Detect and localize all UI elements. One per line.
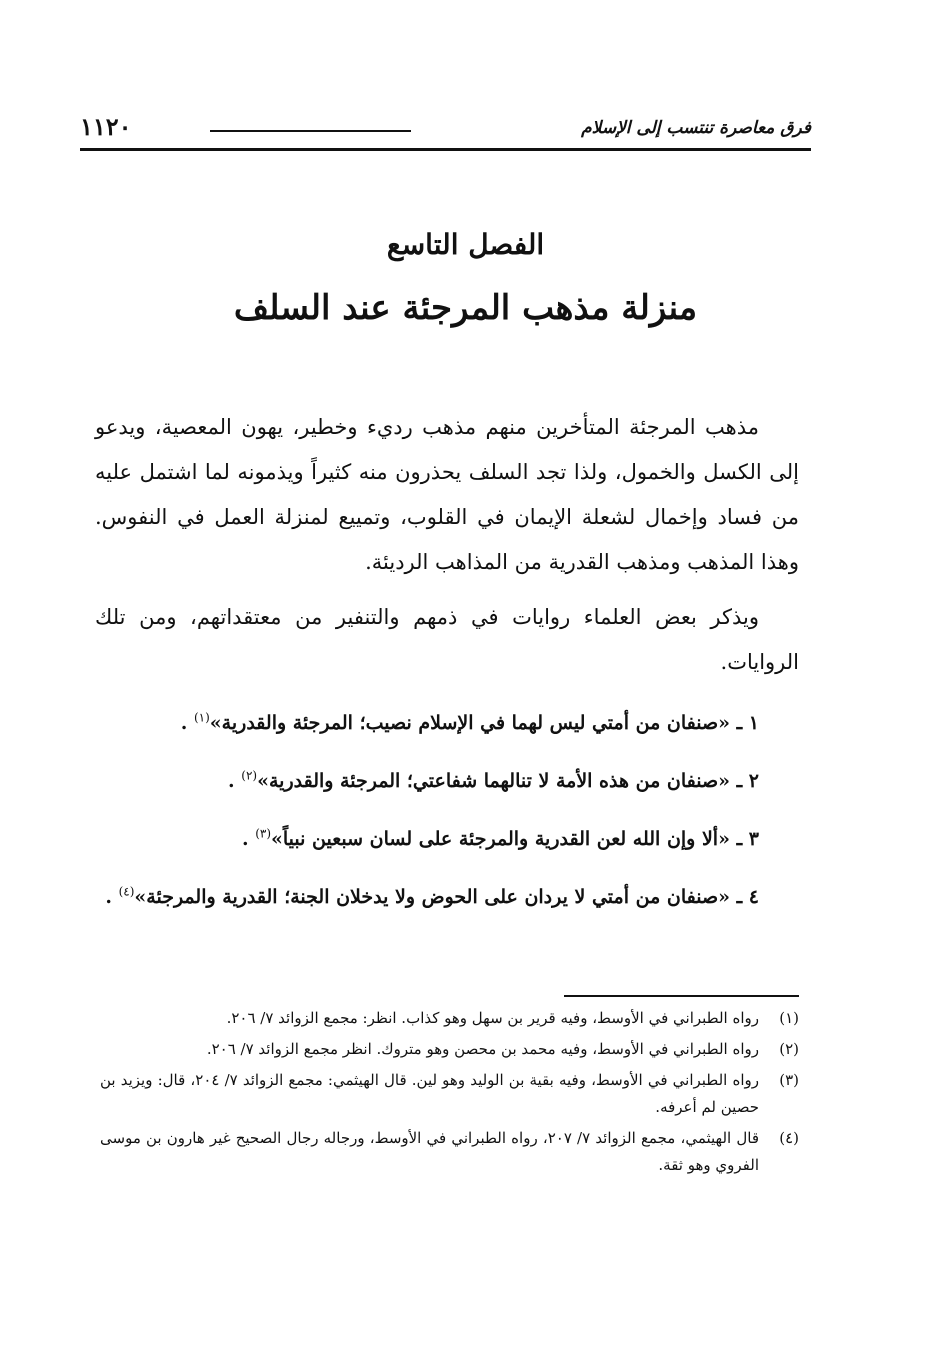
hadith-end: . xyxy=(105,886,119,908)
body-text xyxy=(95,405,799,695)
hadith-text: «صنفان من أمتي لا يردان على الحوض ولا يدخلان الجنة؛ القدرية والمرجئة» xyxy=(134,886,730,908)
footnote xyxy=(100,1005,799,1032)
header-rule xyxy=(80,148,811,151)
hadith-item xyxy=(95,816,799,862)
hadith-text: «صنفان من أمتي ليس لهما في الإسلام نصيب؛ المرجئة والقدرية» xyxy=(209,712,730,734)
footnote-ref: (٣) xyxy=(255,826,272,841)
hadith-list xyxy=(95,700,799,932)
footnote-text: قال الهيثمي، مجمع الزوائد ٧/ ٢٠٧، رواه الطبراني في الأوسط، ورجاله رجال الصحيح غير هارون بن موسى الفروي وهو ثقة. xyxy=(100,1129,759,1174)
hadith-text: «صنفان من هذه الأمة لا تنالهما شفاعتي؛ المرجئة والقدرية» xyxy=(257,770,730,792)
footnote-number: (٣) xyxy=(779,1071,799,1089)
book-title: فرق معاصرة تنتسب إلى الإسلام xyxy=(581,118,811,138)
chapter-heading: الفصل التاسع xyxy=(386,228,545,261)
hadith-number: ٣ ـ xyxy=(736,828,759,850)
footnote-text: رواه الطبراني في الأوسط، وفيه محمد بن محصن وهو متروك. انظر مجمع الزوائد ٧/ ٢٠٦. xyxy=(206,1040,759,1058)
footnote xyxy=(100,1036,799,1063)
footnote-separator xyxy=(564,995,799,997)
hadith-text: «ألا وإن الله لعن القدرية والمرجئة على لسان سبعين نبياً» xyxy=(271,828,730,850)
hadith-item xyxy=(95,874,799,920)
footnote-ref: (١) xyxy=(193,710,210,725)
footnote-number: (٢) xyxy=(779,1040,799,1058)
footnotes xyxy=(100,1005,799,1183)
footnote-ref: (٢) xyxy=(241,768,258,783)
hadith-number: ٤ ـ xyxy=(736,886,759,908)
hadith-item xyxy=(95,758,799,804)
chapter-title: منزلة مذهب المرجئة عند السلف xyxy=(233,288,698,328)
footnote-number: (٤) xyxy=(779,1129,799,1147)
body-paragraph: ويذكر بعض العلماء روايات في ذمهم والتنفير من معتقداتهم، ومن تلك الروايات. xyxy=(95,605,799,674)
body-paragraph: مذهب المرجئة المتأخرين منهم مذهب رديء وخطير، يهون المعصية، ويدعو إلى الكسل والخمول، ولذا تجد السلف يحذرون منه كثيراً ويذمونه لما اشتمل عليه من فساد وإخمال لشعلة الإيمان في القلوب، وتمييع لمنزلة العمل في النفوس. وهذا المذهب ومذهب القدرية من المذاهب الرديئة. xyxy=(95,415,799,574)
page-number: ١١٢٠ xyxy=(80,112,132,141)
footnote-text: رواه الطبراني في الأوسط، وفيه قرير بن سهل وهو كذاب. انظر: مجمع الزوائد ٧/ ٢٠٦. xyxy=(226,1009,759,1027)
footnote xyxy=(100,1067,799,1121)
footnote-text: رواه الطبراني في الأوسط، وفيه بقية بن الوليد وهو لين. قال الهيثمي: مجمع الزوائد ٧/ ٢٠٤، قال: ويزيد بن حصين لم أعرفه. xyxy=(100,1071,759,1116)
hadith-number: ٢ ـ xyxy=(736,770,759,792)
hadith-end: . xyxy=(241,828,256,850)
footnote xyxy=(100,1125,799,1179)
hadith-number: ١ ـ xyxy=(736,712,759,734)
footnote-ref: (٤) xyxy=(118,884,135,899)
hadith-end: . xyxy=(228,770,242,792)
hadith-end: . xyxy=(180,712,194,734)
footnote-number: (١) xyxy=(779,1009,799,1027)
hadith-item xyxy=(95,700,799,746)
header-dash-line xyxy=(210,130,411,132)
running-header xyxy=(80,112,811,148)
